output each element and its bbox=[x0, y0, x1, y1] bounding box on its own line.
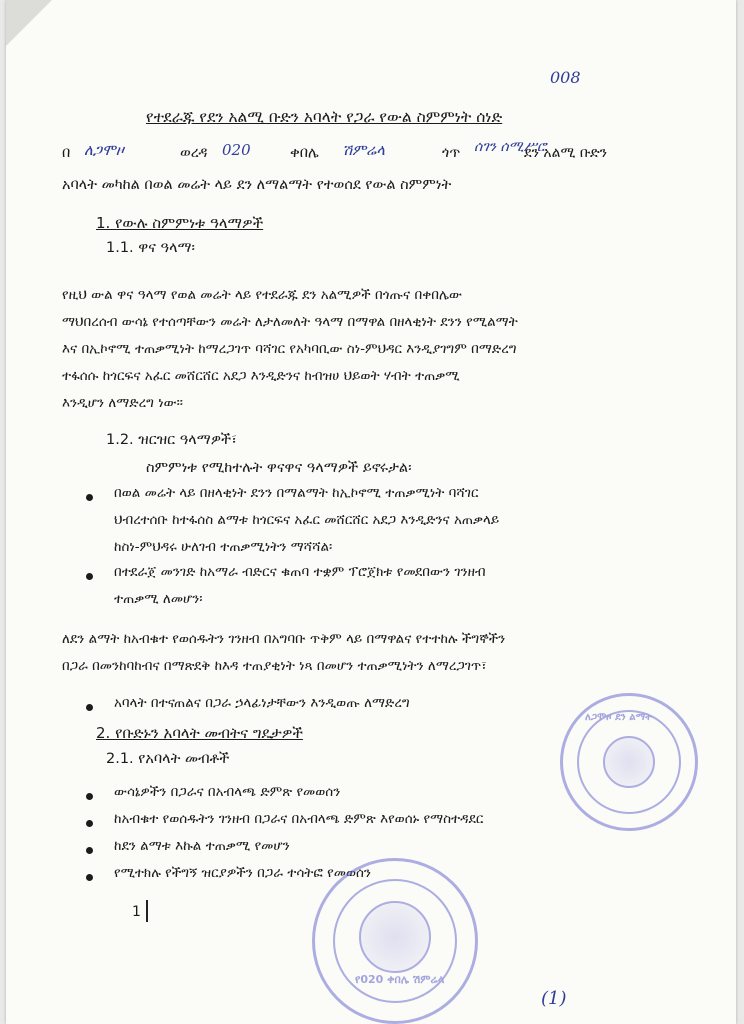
intro-text-5: ደን አልሚ ቡድን bbox=[524, 145, 608, 161]
intro-text-2: ወረዳ bbox=[180, 145, 208, 161]
seal-bottom-text: የ020 ቀበሌ ሽምሬላ bbox=[355, 973, 445, 986]
para-1-line-1: የዚህ ውል ዋና ዓላማ የወል መሬት ላይ የተደራጁ ደን አልሚዎች በጎጡና በቀበሌው bbox=[62, 287, 462, 303]
hand-got: ሰገን ሰሚሥሮ bbox=[474, 139, 547, 155]
section-1-2-heading: 1.2. ዝርዝር ዓላማዎች፣ bbox=[106, 432, 238, 448]
document-title: የተደራጁ የደን አልሚ ቡድን አባላት የጋራ የውል ስምምነት ሰነድ bbox=[146, 108, 503, 126]
official-seal-right bbox=[560, 693, 698, 831]
document-page bbox=[6, 0, 736, 1024]
intro-text-1: በ bbox=[62, 145, 71, 161]
page-number: 1 bbox=[132, 904, 141, 920]
rights-bullet-4: የሚተክሉ የችግኝ ዝርያዎችን በጋራ ተሳትፎ የመወሰን bbox=[114, 865, 372, 881]
bullet-dot bbox=[86, 847, 93, 854]
hand-woreda: 020 bbox=[222, 141, 251, 159]
folded-corner bbox=[6, 0, 52, 46]
para-2-line-2: በጋራ በመንከባከብና በማጽደቅ ከእዳ ተጠያቂነት ነጻ በመሆን ተጠቃሚነትን ለማረጋገጥ፣ bbox=[62, 658, 487, 674]
intro-text-4: ጎጥ bbox=[442, 145, 461, 161]
bullet-dot bbox=[86, 820, 93, 827]
bullet-dot bbox=[86, 704, 93, 711]
para-1-line-5: እንዲሆን ለማድረግ ነው፡፡ bbox=[62, 395, 183, 411]
section-2-1-heading: 2.1. የአባላት መብቶች bbox=[106, 751, 230, 767]
intro-line-1 bbox=[62, 139, 692, 167]
section-1-2-intro: ስምምነቱ የሚከተሉት ዋናዋና ዓላማዎች ይኖሩታል፡ bbox=[146, 460, 412, 476]
section-1-1-heading: 1.1. ዋና ዓላማ፡ bbox=[106, 240, 195, 256]
section-2-heading: 2. የቡድኑን አባላት መብትና ግዴታዎች bbox=[96, 724, 303, 742]
hand-kebele: ሽምሬላ bbox=[342, 141, 385, 159]
intro-text-3: ቀበሌ bbox=[290, 145, 319, 161]
hand-region: ለጋሞዞ bbox=[84, 141, 124, 159]
page-ref-top: 008 bbox=[550, 68, 581, 87]
rights-bullet-1: ውሳኔዎችን በጋራና በአብላጫ ድምጽ የመወሰን bbox=[114, 784, 341, 800]
bullet-dot bbox=[86, 573, 93, 580]
para-1-line-3: እና በኢኮኖሚ ተጠቃሚነት ከማረጋገጥ ባሻገር የአካባቢው ስነ-ምህዳር እንዲያገግም በማድረግ bbox=[62, 341, 517, 357]
official-seal-bottom bbox=[312, 858, 478, 1024]
bullet-1-line-2: ህብረተሰቡ ከተፋሰስ ልማቱ ከጎርፍና አፈር መሸርሸር አደጋ እንዲድንና አጠቃላይ bbox=[114, 512, 500, 528]
handwritten-page-number: (1) bbox=[541, 988, 567, 1009]
intro-line-2: አባላት መካከል በወል መሬት ላይ ደን ለማልማት የተወሰደ የውል ስምምነት bbox=[62, 177, 452, 193]
bullet-1-line-3: ከስነ-ምህዳሩ ሁለገብ ተጠቃሚነትን ማሻሻል፡ bbox=[114, 539, 333, 555]
bullet-2-line-2: ተጠቃሚ ለመሆን፡ bbox=[114, 591, 203, 607]
bullet-dot bbox=[86, 874, 93, 881]
bullet-dot bbox=[86, 793, 93, 800]
section-1-heading: 1. የውሉ ስምምነቱ ዓላማዎች bbox=[96, 214, 264, 232]
bullet-2-line-1: በተደራጀ መንገድ ከአማራ ብድርና ቁጠባ ተቋም ፕሮጀክቱ የመደበውን ገንዘብ bbox=[114, 564, 486, 580]
seal-right-text: ለጋሞዞ ደን ልማት bbox=[585, 712, 652, 723]
seal-emblem bbox=[603, 736, 655, 788]
bullet-last: አባላት በተናጠልና በጋራ ኃላፊነታቸውን እንዲወጡ ለማድረግ bbox=[114, 695, 410, 711]
text-cursor bbox=[146, 900, 148, 922]
para-2-line-1: ለደን ልማት ከአብቁተ የወሰዱትን ገንዘብ በአግባቡ ጥቅም ላይ በማዋልና የተተከሉ ችግኞችን bbox=[62, 631, 506, 647]
rights-bullet-3: ከደን ልማቱ እኩል ተጠቃሚ የመሆን bbox=[114, 838, 290, 854]
bullet-dot bbox=[86, 494, 93, 501]
seal-emblem bbox=[359, 901, 431, 973]
para-1-line-4: ተፋሰሱ ከጎርፍና አፈር መሸርሸር አደጋ እንዲድንና ከብዝሀ ህይወት ሃብት ተጠቃሚ bbox=[62, 368, 460, 384]
bullet-1-line-1: በወል መሬት ላይ በዘላቂነት ደንን በማልማት ከኢኮኖሚ ተጠቃሚነት ባሻገር bbox=[114, 485, 479, 501]
rights-bullet-2: ከአብቁተ የወሰዱትን ገንዘብ በጋራና በአብላጫ ድምጽ እየወሰኑ የማስተዳደር bbox=[114, 811, 484, 827]
para-1-line-2: ማህበረሰብ ውሳኔ የተሰጣቸውን መሬት ለታለመለት ዓላማ በማዋል በዘላቂነት ደንን የሚልማት bbox=[62, 314, 518, 330]
